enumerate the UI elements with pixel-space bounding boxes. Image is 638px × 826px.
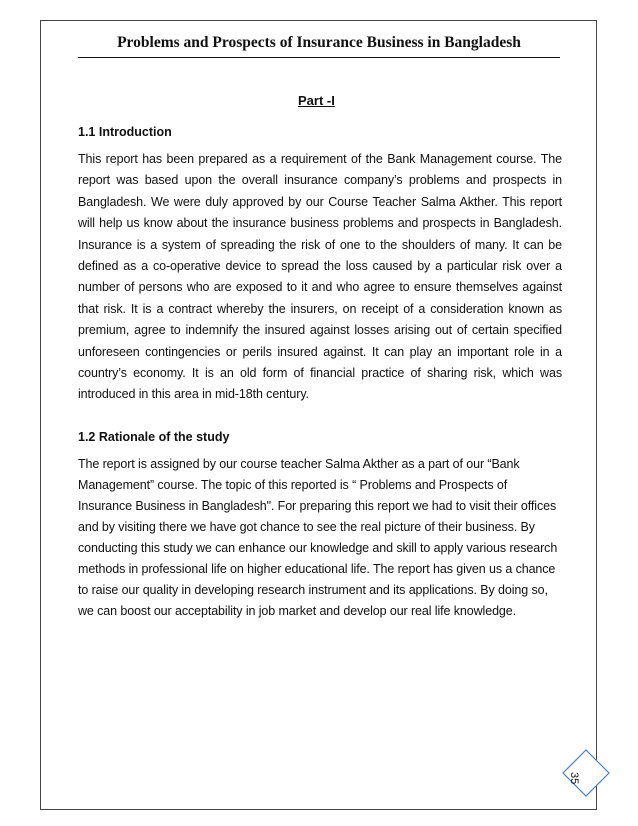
paragraph-rationale: The report is assigned by our course teacher Salma Akther as a part of our “Bank Management” course. The topic of this reported is “ Problems and Prospects of Insurance Business in Bangladesh". For preparing this report we had to visit their offices and by visiting there we have got chance to see the real picture of their business. By conducting this study we can enhance our knowledge and skill to apply various research methods in professional life on higher educational life. The report has given us a chance to raise our quality in developing research instrument and its applications. By doing so, we can boost our acceptability in job market and develop our real life knowledge. [78,457,558,618]
page-number: 35 [568,772,580,785]
section-heading-rationale: 1.2 Rationale of the study [78,430,230,444]
paragraph-introduction: This report has been prepared as a requirement of the Bank Management course. The report was based upon the overall insurance company’s problems and prospects in Bangladesh. We were duly approved by our Course Teacher Salma Akther. This report will help us know about the insurance business problems and prospects in Bangladesh. Insurance is a system of spreading the risk of one to the shoulders of many. It can be defined as a co-operative device to spread the loss caused by a particular risk over a number of persons who are exposed to it and who agree to ensure themselves against that risk. It is a contract whereby the insurers, on receipt of a consideration known as premium, agree to indemnify the insured against losses arising out of certain specified unforeseen contingencies or perils insured against. It can play an important role in a country’s economy. It is an old form of financial practice of sharing risk, which was introduced in this area in mid-18th century. [78,152,562,402]
document-header-title: Problems and Prospects of Insurance Business in Bangladesh [117,34,521,51]
header-divider [78,57,560,58]
section-rationale [78,430,562,622]
part-heading: Part -I [298,93,335,108]
section-introduction [78,125,562,406]
section-heading-introduction: 1.1 Introduction [78,125,172,139]
